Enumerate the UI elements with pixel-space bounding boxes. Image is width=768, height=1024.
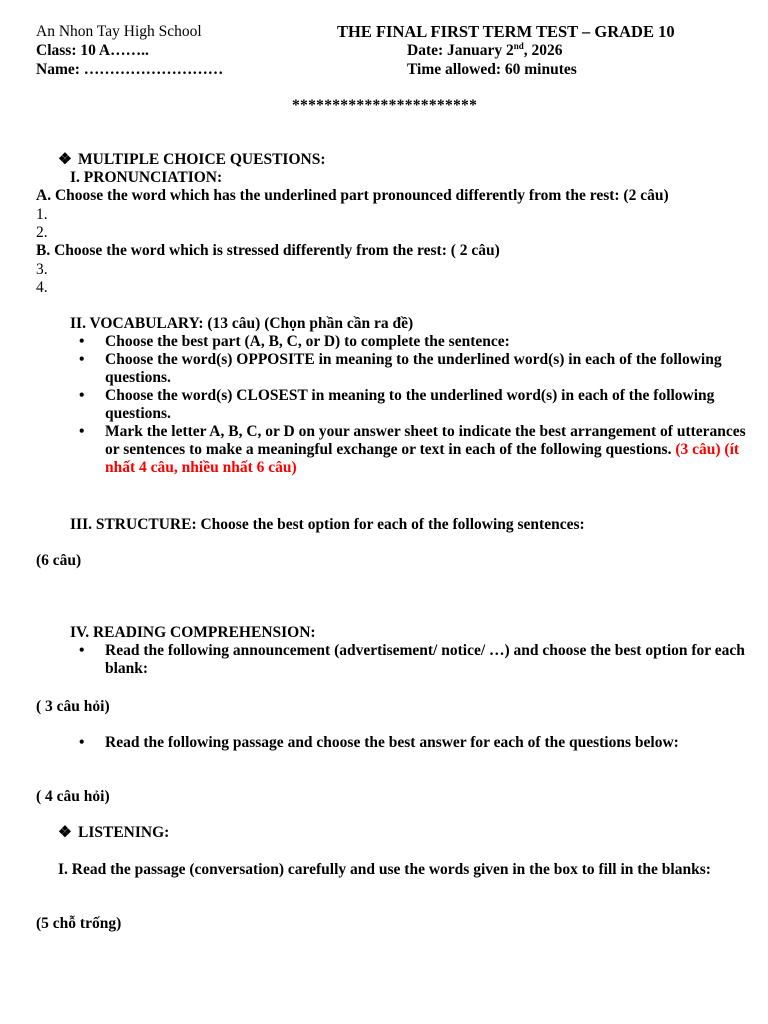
diamond-bullet-icon: ❖ bbox=[58, 151, 72, 168]
round-bullet-icon: • bbox=[79, 642, 85, 659]
reading-bullet-2: • Read the following passage and choose the best answer for each of the questions below: bbox=[79, 734, 679, 751]
structure-heading: III. STRUCTURE: Choose the best option for each of the following sentences: bbox=[70, 516, 585, 533]
class-field: Class: 10 A…….. bbox=[36, 42, 149, 59]
vocabulary-heading: II. VOCABULARY: (13 câu) (Chọn phần cần ra đề) bbox=[70, 315, 414, 332]
reading-count-1: ( 3 câu hỏi) bbox=[36, 698, 110, 715]
vocab-bullet-2: • Choose the word(s) OPPOSITE in meaning to the underlined word(s) in each of the following questions. bbox=[79, 351, 722, 386]
reading-heading: IV. READING COMPREHENSION: bbox=[70, 624, 316, 641]
reading-bullet-1-wrap bbox=[36, 642, 746, 678]
structure-count: (6 câu) bbox=[36, 552, 82, 569]
school-name: An Nhon Tay High School bbox=[36, 23, 202, 40]
vocab-bullet-4: • Mark the letter A, B, C, or D on your answer sheet to indicate the best arrangement of utterances or sentences to make a meaningful exchange or text in each of the following questions. (3 câu) (ít nhất 4 câu, nhiều nhất 6 câu) bbox=[79, 423, 746, 476]
round-bullet-icon: • bbox=[79, 333, 85, 350]
part-a-instruction: A. Choose the word which has the underlined part pronounced differently from the rest: (2 câu) bbox=[36, 187, 669, 204]
round-bullet-icon: • bbox=[79, 387, 85, 404]
question-4: 4. bbox=[36, 279, 48, 296]
round-bullet-icon: • bbox=[79, 423, 85, 440]
diamond-bullet-icon: ❖ bbox=[58, 824, 72, 841]
mcq-heading: ❖ MULTIPLE CHOICE QUESTIONS: bbox=[58, 151, 326, 168]
separator-stars: *********************** bbox=[292, 97, 478, 114]
vocab-note: (3 câu) (ít nhất 4 câu, nhiều nhất 6 câu) bbox=[105, 441, 740, 476]
reading-bullet-1: • Read the following announcement (advertisement/ notice/ …) and choose the best option for each blank: bbox=[79, 642, 745, 677]
vocabulary-bullets bbox=[36, 333, 746, 477]
vocab-bullet-3: • Choose the word(s) CLOSEST in meaning to the underlined word(s) in each of the following questions. bbox=[79, 387, 715, 422]
reading-bullet-2-wrap bbox=[36, 734, 746, 752]
test-date: Date: January 2nd, 2026 bbox=[407, 40, 563, 59]
part-b-instruction: B. Choose the word which is stressed differently from the rest: ( 2 câu) bbox=[36, 242, 500, 259]
listening-count: (5 chỗ trống) bbox=[36, 915, 122, 932]
time-allowed: Time allowed: 60 minutes bbox=[407, 61, 577, 78]
pronunciation-heading: I. PRONUNCIATION: bbox=[70, 169, 223, 186]
listening-instruction: I. Read the passage (conversation) carefully and use the words given in the box to fill in the blanks: bbox=[58, 861, 711, 878]
vocab-bullet-1: • Choose the best part (A, B, C, or D) to complete the sentence: bbox=[79, 333, 510, 350]
test-title: THE FINAL FIRST TERM TEST – GRADE 10 bbox=[337, 22, 675, 41]
listening-heading: ❖ LISTENING: bbox=[58, 824, 170, 841]
round-bullet-icon: • bbox=[79, 734, 85, 751]
name-field: Name: ……………………… bbox=[36, 61, 224, 78]
question-2: 2. bbox=[36, 224, 48, 241]
question-1: 1. bbox=[36, 206, 48, 223]
reading-count-2: ( 4 câu hỏi) bbox=[36, 788, 110, 805]
round-bullet-icon: • bbox=[79, 351, 85, 368]
question-3: 3. bbox=[36, 261, 48, 278]
